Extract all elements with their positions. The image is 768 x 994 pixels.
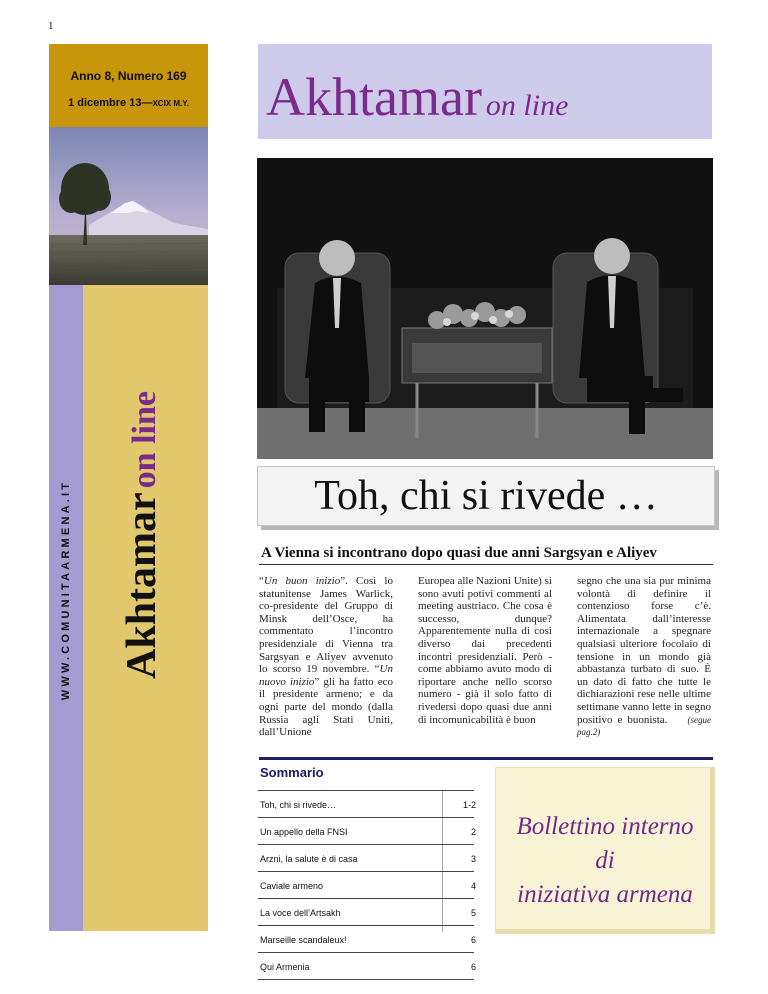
toc-label: Toh, chi si rivede… — [260, 800, 337, 810]
toc-page: 6 — [470, 962, 476, 972]
bulletin-line-3: iniziativa armena — [517, 881, 693, 908]
toc-label: La voce dell’Artsakh — [260, 908, 341, 918]
vertical-newsletter-title — [119, 335, 165, 735]
masthead-title-main: Akhtamar — [266, 67, 482, 127]
vertical-title-accent: on line — [126, 391, 163, 489]
issue-era: XCIX M.Y. — [152, 99, 189, 108]
masthead-title — [266, 66, 568, 128]
issue-box — [49, 44, 208, 127]
toc-row[interactable] — [258, 926, 474, 953]
page-number: 1 — [48, 20, 54, 32]
toc-row[interactable] — [258, 790, 474, 818]
table-of-contents — [258, 790, 474, 980]
column-3-text: segno che una sia pur minima volontà di definire il contenzioso forse c’è. Alimentata dall’interesse internazionale a spegnare qualsiasi ulteriore focolaio di tensione in un mondo già abbastanza turbato di suo. È un dato di fatto che tutte le dichiarazioni rese nelle ultime settimane vanno lette in segno positivo e buonista. — [577, 575, 711, 726]
bulletin-line-2: di — [595, 847, 615, 874]
article-column-1: “Un buon inizio”. Così lo statunitense James Warlick, co-presidente del Gruppo di Minsk dell’Osce, ha commentato l’incontro presidenziale di Vienna tra Sargsyan e Aliyev avvenuto lo scorso 19 novembre. “Un nuovo inizio” gli ha fatto eco il presidente armeno; e da ogni parte del mondo (dalla Russia agli Stati Uniti, dall’Unione — [259, 575, 393, 739]
subheading-rule — [259, 564, 713, 565]
toc-label: Arzni, la salute è di casa — [260, 854, 358, 864]
headline-box — [257, 466, 715, 526]
vertical-title-main: Akhtamar — [119, 492, 165, 679]
toc-label: Caviale armeno — [260, 881, 324, 891]
presidents-photo — [257, 158, 713, 459]
quote-buon-inizio: Un buon inizio — [263, 575, 341, 587]
bulletin-box — [495, 767, 715, 934]
toc-row[interactable] — [258, 845, 474, 872]
article-column-3 — [577, 575, 711, 739]
toc-page: 2 — [470, 827, 476, 837]
toc-page: 3 — [470, 854, 476, 864]
issue-date — [49, 97, 208, 109]
column-1-text-a: ”. Così lo statunitense James Warlick, co-presidente del Gruppo di Minsk dell’Osce, ha commentato l’incontro presidenziale di Vienna tra Sargsyan e Aliyev avvenuto lo scorso 19 novembre. “ — [259, 575, 393, 676]
sommario-title: Sommario — [260, 765, 324, 780]
toc-row[interactable] — [258, 899, 474, 926]
toc-row[interactable] — [258, 818, 474, 845]
bulletin-line-1: Bollettino interno — [516, 813, 694, 840]
toc-row[interactable] — [258, 953, 474, 980]
continued-link[interactable]: (segue pag.2) — [577, 714, 711, 738]
quote-nuovo-inizio: Un nuovo inizio — [259, 663, 393, 688]
column-1-text-b: ” gli ha fatto eco il presidente armeno; e da ogni parte del mondo (dalla Russia agli Stati Uniti, dall’Unione — [259, 675, 393, 739]
article-subheading: A Vienna si incontrano dopo quasi due anni Sargsyan e Aliyev — [261, 545, 657, 561]
issue-number: Anno 8, Numero 169 — [70, 69, 187, 83]
issue-date-value: 1 dicembre 13 — [68, 97, 142, 109]
article-column-2: Europea alle Nazioni Unite) si sono avuti potivi commenti al meeting austriaco. Che cosa è successo, dunque? Apparentemente nulla di così diverso dai precedenti incontri presidenziali. Però - come abbiamo avuto modo di riportare anche nello scorso numero - già il solo fatto di rivedersi dopo quasi due anni di incomunicabilità è buon — [418, 575, 552, 726]
toc-page: 5 — [470, 908, 476, 918]
toc-label: Qui Armenia — [260, 962, 310, 972]
article-bottom-rule — [259, 757, 713, 760]
ararat-landscape-image — [49, 127, 208, 285]
article-headline: Toh, chi si rivede … — [314, 473, 658, 519]
toc-page: 4 — [470, 881, 476, 891]
masthead-title-accent: on line — [485, 89, 569, 122]
issue-date-dash: — — [141, 97, 153, 109]
toc-page: 1-2 — [462, 800, 476, 810]
website-url[interactable]: WWW.COMUNITAARMENA.IT — [60, 479, 72, 701]
masthead — [258, 44, 712, 139]
toc-row[interactable] — [258, 872, 474, 899]
toc-page: 6 — [470, 935, 476, 945]
bulletin-text — [496, 810, 714, 912]
toc-label: Un appello della FNSI — [260, 827, 348, 837]
toc-label: Marseille scandaleux! — [260, 935, 347, 945]
